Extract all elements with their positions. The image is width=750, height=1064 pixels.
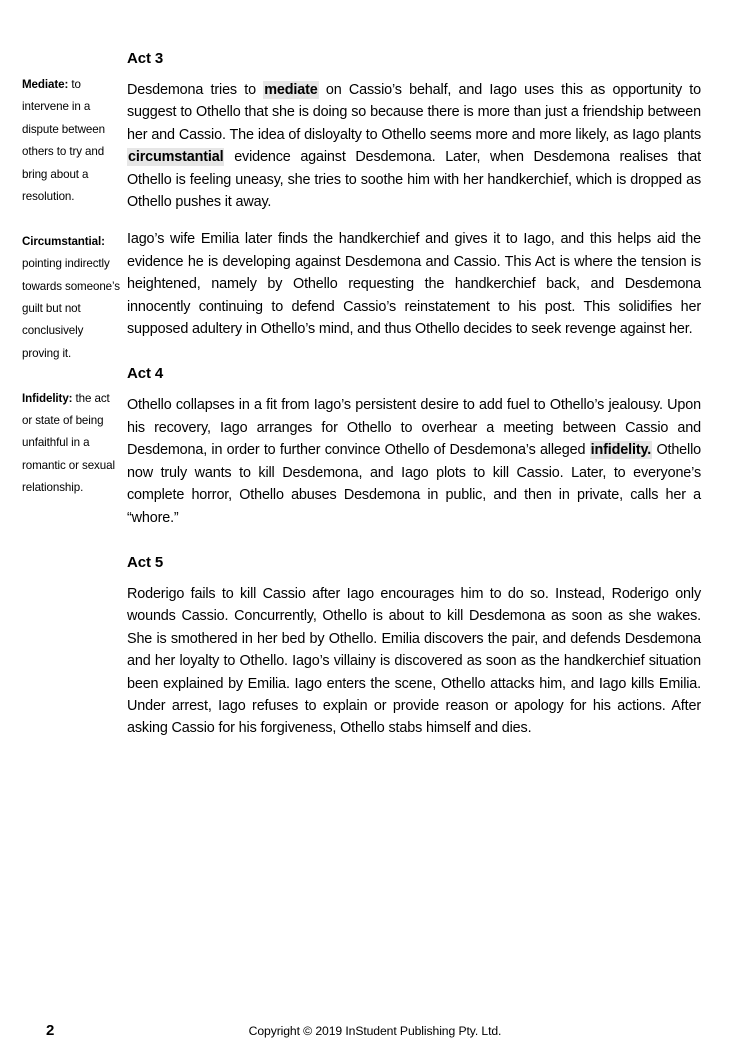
body-paragraph (127, 79, 701, 213)
highlighted-key-term: infidelity. (590, 442, 652, 459)
paragraph-text: Othello now truly wants to kill Desdemona, and Iago plots to kill Cassio. Later, to everyone’s complete horror, Othello abuses Desdemona in public, and then in private, calls her a “whore.” (127, 442, 701, 526)
paragraph-text: on Cassio’s behalf, and Iago uses this as opportunity to suggest to Othello that she is doing so because there is more than just a friendship between her and Cassio. The idea of disloyalty to Othello seems more and more likely, as Iago plants (127, 82, 701, 143)
section-heading: Act 3 (127, 50, 164, 67)
glossary-definition: to intervene in a dispute between others to try and bring about a resolution. (22, 78, 105, 204)
glossary-entry (22, 388, 120, 500)
body-paragraph (127, 583, 701, 740)
glossary-entry (22, 231, 120, 365)
page-footer (0, 1020, 750, 1042)
glossary-definition: the act or state of being unfaithful in a romantic or sexual relationship. (22, 391, 115, 495)
glossary-entry (22, 74, 120, 208)
body-paragraph (127, 394, 701, 528)
highlighted-key-term: circumstantial (128, 149, 224, 166)
paragraph-text: Iago’s wife Emilia later finds the handkerchief and gives it to Iago, and this helps aid the evidence he is developing against Desdemona and Cassio. This Act is where the tension is heightened, namely by Othello requesting the handkerchief back, and Desdemona innocently continuing to defend Cassio’s reinstatement to his post. This solidifies her supposed adultery in Othello’s mind, and thus Othello decides to seek revenge against her. (127, 231, 701, 338)
main-text-column (127, 50, 701, 740)
section-heading: Act 5 (127, 553, 164, 571)
glossary-term: Infidelity: (22, 391, 73, 405)
copyright-notice: Copyright © 2019 InStudent Publishing Pty. Ltd. (248, 1024, 502, 1038)
glossary-definition: pointing indirectly towards someone’s guilt but not conclusively proving it. (22, 257, 120, 360)
paragraph-text: Desdemona tries to (127, 82, 264, 98)
page-number: 2 (46, 1022, 55, 1039)
paragraph-text: Othello collapses in a fit from Iago’s persistent desire to add fuel to Othello’s jealousy. Upon his recovery, Iago arranges for Othello to overhear a meeting between Cassio and Desdemona, in order to further convince Othello of Desdemona’s alleged (127, 397, 701, 459)
paragraph-text: Roderigo fails to kill Cassio after Iago encourages him to do so. Instead, Roderigo only wounds Cassio. Concurrently, Othello is about to kill Desdemona as soon as she wakes. She is smothered in her bed by Othello. Emilia discovers the pair, and defends Desdemona and her loyalty to Othello. Iago’s villainy is discovered as soon as the handkerchief situation been explained by Emilia. Iago enters the scene, Othello attacks him, and Iago kills Emilia. Under arrest, Iago refuses to explain or provide reason or apology for his actions. After asking Cassio for his forgiveness, Othello stabs himself and dies. (127, 585, 701, 737)
glossary-term: Mediate: (22, 78, 69, 91)
highlighted-key-term: mediate (264, 82, 318, 98)
section-heading: Act 4 (127, 365, 164, 383)
paragraph-text: evidence against Desdemona. Later, when Desdemona realises that Othello is feeling uneasy, she tries to soothe him with her handkerchief, which is dropped as Othello pushes it away. (127, 149, 701, 211)
glossary-margin-column (22, 74, 120, 500)
glossary-term: Circumstantial: (22, 234, 105, 248)
body-paragraph (127, 228, 701, 340)
